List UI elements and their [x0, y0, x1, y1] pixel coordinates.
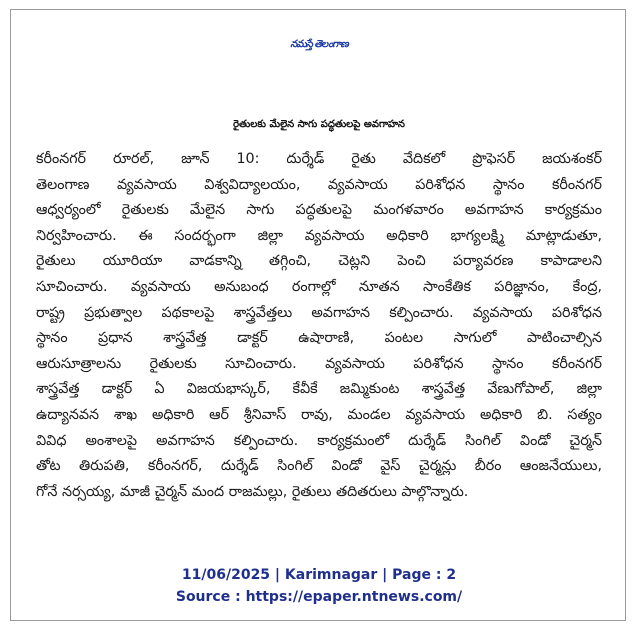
article-line: తెలంగాణ వ్యవసాయ విశ్వవిద్యాలయం, వ్యవసాయ పరిశోధన స్థానం కరీంనగర్	[36, 176, 602, 193]
article-line: నిర్వహించారు. ఈ సందర్భంగా జిల్లా వ్యవసాయ అధికారి భాగ్యలక్ష్మి మాట్లాడుతూ,	[36, 227, 602, 244]
article-line: కరీంనగర్ రూరల్, జూన్ 10: దుర్శేడ్ రైతు వేదికలో ప్రొఫెసర్ జయశంకర్	[36, 151, 602, 167]
article-line: సూచించారు. వ్యవసాయ అనుబంధ రంగాల్లో నూతన సాంకేతిక పరిజ్ఞానం, కేంద్ర,	[36, 278, 602, 295]
article-line: ఆరుసూత్రాలను రైతులకు సూచించారు. వ్యవసాయ పరిశోధన స్థానం కరీంనగర్	[36, 355, 602, 372]
newspaper-masthead: నమస్తే తెలంగాణ	[290, 39, 348, 50]
article-body	[36, 147, 602, 505]
article-line: ఆధ్వర్యంలో రైతులకు మేలైన సాగు పద్ధతులపై మంగళవారం అవగాహన కార్యక్రమం	[36, 202, 602, 219]
article-line: శాస్త్రవేత్త డాక్టర్ ఏ విజయభాస్కర్, కేవీకే జమ్మికుంట శాస్త్రవేత్త వేణుగోపాల్, జిల్లా	[36, 381, 602, 398]
article-line: రైతులు యూరియా వాడకాన్ని తగ్గించి, చెట్లని పెంచి పర్యావరణ కాపాడాలని	[36, 253, 602, 270]
article-line: ఉద్యానవన శాఖ అధికారి ఆర్ శ్రీనివాస్ రావు, మండల వ్యవసాయ అధికారి బి. సత్యం	[36, 406, 602, 423]
article-line: తోట తిరుపతి, కరీంనగర్, దుర్శేడ్ సింగిల్ విండో వైస్ చైర్మన్లు బీరం ఆంజనేయులు,	[36, 458, 602, 475]
source-line: Source : https://epaper.ntnews.com/	[175, 589, 463, 605]
article-headline: రైతులకు మేలైన సాగు పద్ధతులపై అవగాహన	[233, 119, 405, 130]
article-line: గోనే నర్సయ్య, మాజీ చైర్మన్ మంద రాజమల్లు, రైతులు తదితరులు పాల్గొన్నారు.	[36, 483, 469, 500]
article-line: వివిధ అంశాలపై అవగాహన కల్పించారు. కార్యక్రమంలో దుర్శేడ్ సింగిల్ విండో చైర్మన్	[36, 432, 602, 449]
article-line: రాష్ట్ర ప్రభుత్వాల పథకాలపై శాస్త్రవేత్తలు అవగాహన కల్పించారు. వ్యవసాయ పరిశోధన	[36, 304, 602, 321]
edition-date-line: 11/06/2025 | Karimnagar | Page : 2	[181, 567, 457, 583]
article-line: స్థానం ప్రధాన శాస్త్రవేత్త డాక్టర్ ఉషారాణి, పంటల సాగులో పాటించాల్సిన	[36, 330, 602, 347]
